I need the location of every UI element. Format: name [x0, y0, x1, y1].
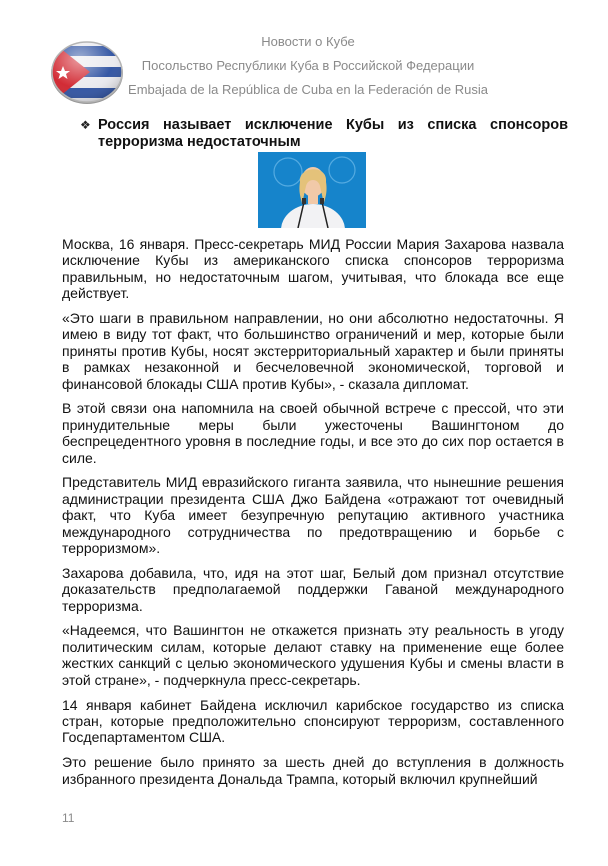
paragraph: «Это шаги в правильном направлении, но они абсолютно недостаточны. Я имею в виду тот факт, что большинство ограничений и мер, которые были приняты против Кубы, носят экстерриториальный характер и были приняты в рамках незаконной и бесчеловечной экономической, торговой и финансовой блокады США против Кубы», - сказала дипломат. — [62, 310, 564, 392]
paragraph: «Надеемся, что Вашингтон не откажется признать эту реальность в угоду политическим силам, которые делают ставку на применение еще более жестких санкций с целью экономического удушения Кубы и смены власти в этой стране», - подчеркнула пресс-секретарь. — [62, 622, 564, 688]
paragraph: Представитель МИД евразийского гиганта заявила, что нынешние решения администрации президента США Джо Байдена «отражают тот очевидный факт, что Куба имеет безупречную репутацию активного участника международного сотрудничества по предотвращению и борьбе с терроризмом». — [62, 474, 564, 557]
diamond-bullet-icon: ❖ — [80, 118, 91, 132]
cuba-flag-logo-icon — [50, 40, 124, 104]
paragraph: Москва, 16 января. Пресс-секретарь МИД России Мария Захарова назвала исключение Кубы из американского списка спонсоров терроризма правильным, но недостаточным шагом, учитывая, что блокада все еще действует. — [62, 236, 564, 302]
header-embassy-es: Embajada de la República de Cuba en la Federación de Rusia — [128, 82, 488, 97]
header — [128, 30, 488, 102]
header-embassy-ru: Посольство Республики Куба в Российской Федерации — [141, 58, 475, 73]
paragraph: Захарова добавила, что, идя на этот шаг, Белый дом признал отсутствие доказательств предполагаемой поддержки Гаваной международного терроризма. — [62, 564, 564, 614]
article-headline — [80, 117, 568, 151]
paragraph: Это решение было принято за шесть дней до вступления в должность избранного президента Дональда Трампа, который включил крупнейший — [62, 754, 564, 787]
headline-text: Россия называет исключение Кубы из списка спонсоров терроризма недостаточным — [98, 117, 568, 150]
header-title: Новости о Кубе — [261, 34, 355, 49]
article-body — [62, 236, 564, 795]
paragraph: 14 января кабинет Байдена исключил карибское государство из списка стран, которые предположительно спонсируют терроризм, составленного Госдепартаментом США. — [62, 696, 564, 746]
article-photo — [258, 152, 366, 228]
paragraph: В этой связи она напомнила на своей обычной встрече с прессой, что эти принудительные меры были ужесточены Вашингтоном до беспрецедентного уровня в последние годы, и все это до сих пор остается в силе. — [62, 400, 564, 466]
page-number: 11 — [62, 811, 75, 825]
